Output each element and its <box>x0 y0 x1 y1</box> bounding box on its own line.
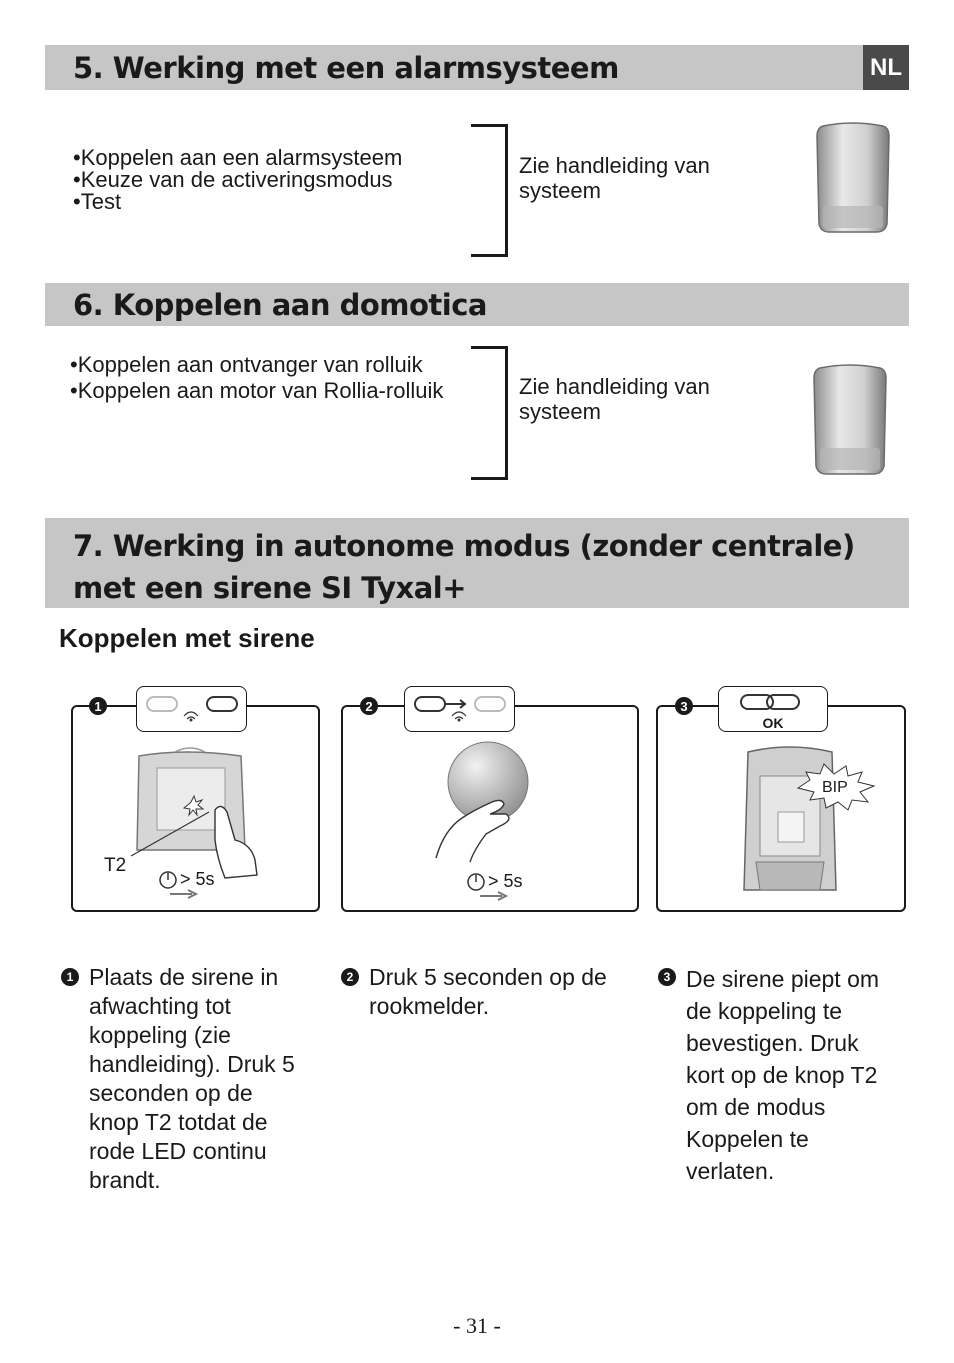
panel-number: 2 <box>360 697 378 715</box>
clock-icon <box>466 872 486 892</box>
section-7-title: 7. Werking in autonome modus (zonder centrale) met een sirene SI Tyxal+ <box>73 529 855 605</box>
linked-chain-icon <box>719 687 827 717</box>
panel-number: 3 <box>675 697 693 715</box>
duration-label: > 5s <box>180 869 215 889</box>
step-number: 1 <box>61 968 79 986</box>
bracket <box>471 346 508 480</box>
step-1-text <box>61 963 301 1195</box>
see-manual-text: Zie handleiding van systeem <box>519 374 710 424</box>
clock-icon <box>158 870 178 890</box>
timer-indicator <box>466 871 523 892</box>
page-number: - 31 - <box>453 1313 501 1338</box>
pairing-status-box <box>718 686 828 732</box>
section-5-title: 5. Werking met een alarmsysteem <box>73 51 619 85</box>
timer-indicator <box>158 869 215 890</box>
step-number: 2 <box>341 968 359 986</box>
step-3-text <box>658 963 898 1187</box>
list-item: • Koppelen aan ontvanger van rolluik <box>70 352 470 378</box>
pairing-status-box <box>136 686 247 732</box>
section-5-list <box>73 147 402 213</box>
panel-number: 1 <box>89 697 107 715</box>
section-6-title: 6. Koppelen aan domotica <box>73 288 487 322</box>
duration-label: > 5s <box>488 871 523 891</box>
detector-device-icon <box>812 362 888 476</box>
subheading: Koppelen met sirene <box>59 623 315 653</box>
bracket <box>471 124 508 257</box>
section-5-header <box>45 45 909 90</box>
smoke-detector-press-illustration <box>430 740 540 865</box>
t2-label: T2 <box>104 855 127 876</box>
list-item: • Koppelen aan motor van Rollia-rolluik <box>70 378 470 404</box>
bip-label: BIP <box>822 779 848 796</box>
step-number: 3 <box>658 968 676 986</box>
list-item: • Keuze van de activeringsmodus <box>73 169 402 191</box>
section-6-header <box>45 283 909 326</box>
detector-device-icon <box>815 120 891 234</box>
list-item: • Koppelen aan een alarmsysteem <box>73 147 402 169</box>
arrow-right-icon <box>480 891 510 901</box>
arrow-right-icon <box>170 889 200 899</box>
step-description: De sirene piept om de koppeling te bevestigen. Druk kort op de knop T2 om de modus Koppelen te verlaten. <box>686 966 880 1184</box>
step-2-text <box>341 963 641 1021</box>
step-description: Plaats de sirene in afwachting tot koppeling (zie handleiding). Druk 5 seconden op de knop T2 totdat de rode LED continu brandt. <box>89 964 295 1193</box>
ok-label: OK <box>762 715 784 731</box>
unlinked-chain-icon <box>137 687 246 731</box>
list-item: • Test <box>73 191 402 213</box>
step-description: Druk 5 seconden op de rookmelder. <box>369 964 607 1019</box>
section-7-header <box>45 518 909 608</box>
language-badge: NL <box>863 45 909 90</box>
pairing-status-box <box>404 686 515 732</box>
siren-beep-illustration <box>740 742 890 900</box>
see-manual-text: Zie handleiding van systeem <box>519 153 710 203</box>
section-6-list <box>70 352 470 404</box>
linking-chain-icon <box>405 687 514 731</box>
